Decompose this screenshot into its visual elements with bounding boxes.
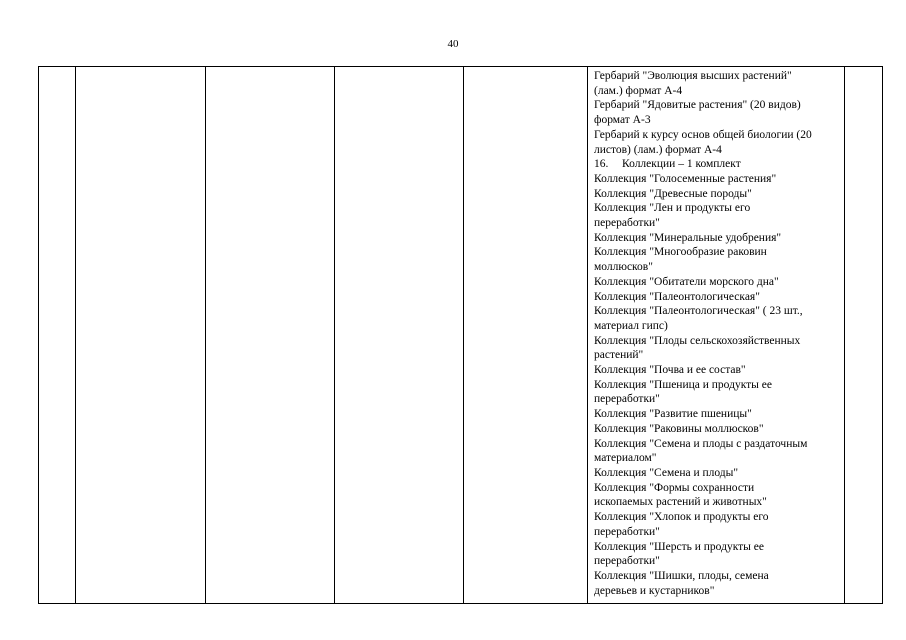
page-number: 40 <box>447 38 459 50</box>
description-line: моллюсков" <box>594 261 653 274</box>
description-line: переработки" <box>594 393 660 406</box>
description-line: ископаемых растений и животных" <box>594 496 767 509</box>
description-line: материал гипс) <box>594 319 668 332</box>
equipment-table <box>38 66 883 604</box>
description-line: Коллекция "Лен и продукты его <box>594 202 751 215</box>
description-line: Коллекция "Шишки, плоды, семена <box>594 569 769 582</box>
description-line: формат А-3 <box>594 114 651 127</box>
description-line: Коллекция "Многообразие раковин <box>594 246 767 259</box>
description-line: Гербарий "Ядовитые растения" (20 видов) <box>594 99 801 112</box>
description-line: переработки" <box>594 555 660 568</box>
description-line: Коллекция "Формы сохранности <box>594 481 755 494</box>
description-line: Коллекция "Голосеменные растения" <box>594 172 777 185</box>
description-line: материалом" <box>594 452 657 465</box>
description-line: переработки" <box>594 217 660 230</box>
table-cell-4 <box>335 67 464 604</box>
description-line: Коллекция "Обитатели морского дна" <box>594 275 779 288</box>
description-line: Коллекция "Пшеница и продукты ее <box>594 378 772 391</box>
item-number: 16. <box>594 158 609 171</box>
item-title: Коллекции – 1 комплект <box>622 158 741 171</box>
table-row <box>39 67 883 604</box>
description-line: Коллекция "Палеонтологическая" <box>594 290 760 303</box>
table-cell-2 <box>76 67 206 604</box>
description-line: Гербарий "Эволюция высших растений" <box>594 70 792 82</box>
table-cell-3 <box>206 67 335 604</box>
table-cell-description <box>588 67 845 604</box>
description-line: деревьев и кустарников" <box>594 584 715 597</box>
description-line: Коллекция "Семена и плоды с раздаточным <box>594 437 808 450</box>
table-cell-5 <box>464 67 588 604</box>
description-line: растений" <box>594 349 644 362</box>
table-cell-last <box>845 67 883 604</box>
description-line: переработки" <box>594 525 660 538</box>
description-line: Коллекция "Минеральные удобрения" <box>594 231 782 244</box>
description-line: Гербарий к курсу основ общей биологии (20 <box>594 128 812 141</box>
table-cell-number <box>39 67 76 604</box>
description-line: Коллекция "Древесные породы" <box>594 187 752 200</box>
description-line: Коллекция "Палеонтологическая" ( 23 шт., <box>594 305 803 318</box>
description-line: листов) (лам.) формат А-4 <box>594 143 722 156</box>
description-line: Коллекция "Шерсть и продукты ее <box>594 540 764 553</box>
description-line: Коллекция "Плоды сельскохозяйственных <box>594 334 801 347</box>
description-line: Коллекция "Хлопок и продукты его <box>594 511 769 524</box>
description-line: (лам.) формат А-4 <box>594 84 683 97</box>
description-line: Коллекция "Семена и плоды" <box>594 466 739 479</box>
description-line: Коллекция "Раковины моллюсков" <box>594 422 764 435</box>
description-line <box>594 157 840 172</box>
description-line: Коллекция "Почва и ее состав" <box>594 364 746 377</box>
description-lines <box>594 69 840 598</box>
description-line: Коллекция "Развитие пшеницы" <box>594 408 752 421</box>
